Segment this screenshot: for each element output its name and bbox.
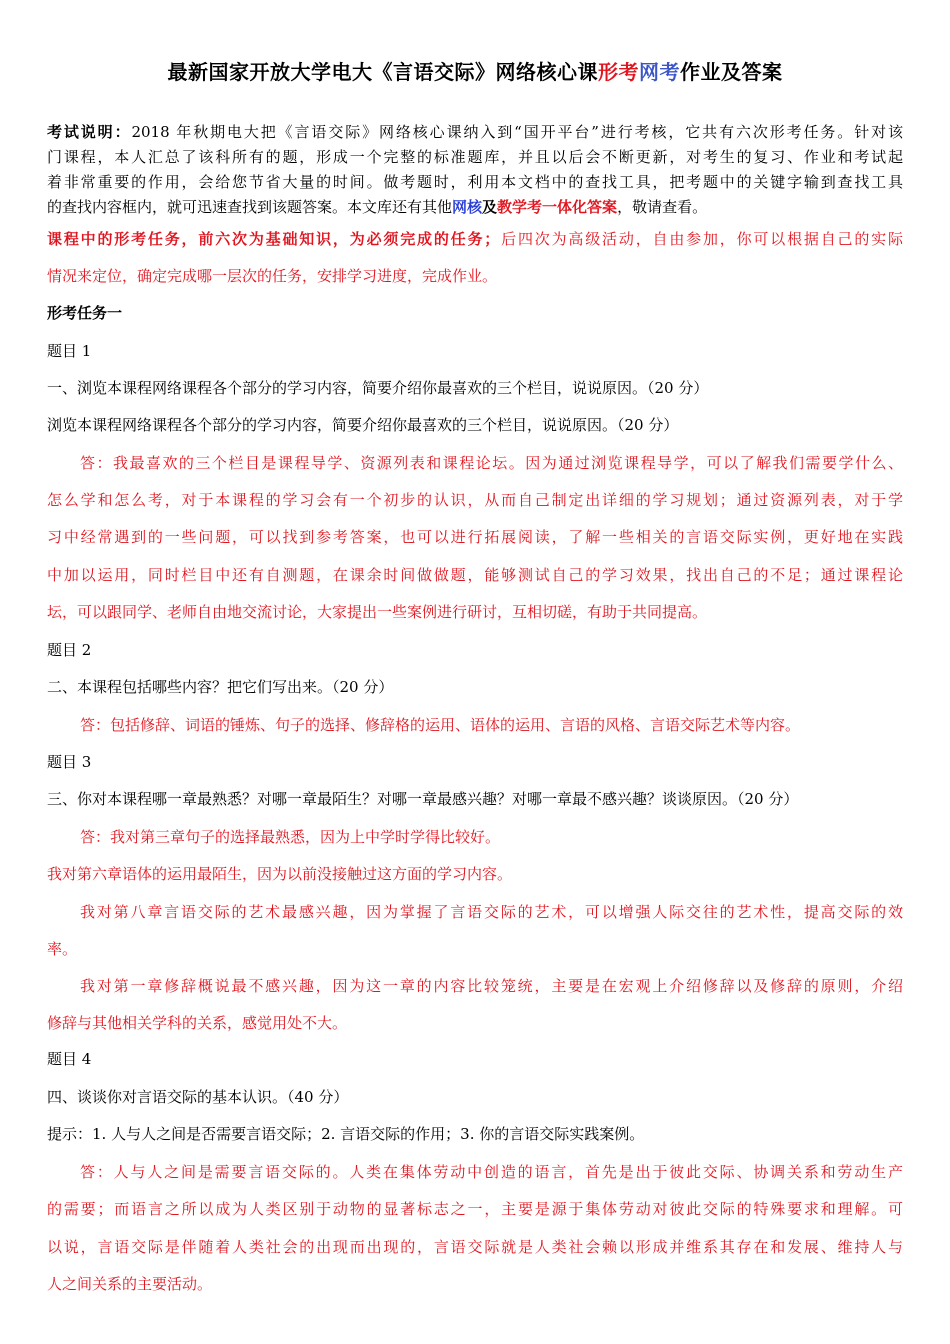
question-4-label: 题目 4 [47,1050,92,1068]
notice-bold: 课程中的形考任务，前六次为基础知识，为必须完成的任务； [47,230,500,248]
answer-1-line-1: 答：我最喜欢的三个栏目是课程导学、资源列表和课程论坛。因为通过浏览课程导学，可以了解我们需要学什么、 [80,454,903,472]
answer-3-line-4: 率。 [47,940,78,958]
answer-2-line-1: 答：包括修辞、词语的锤炼、句子的选择、修辞格的运用、语体的运用、言语的风格、言语交际艺术等内容。 [80,716,801,734]
question-4-text: 四、谈谈你对言语交际的基本认识。（40 分） [47,1088,349,1106]
question-2-text: 二、本课程包括哪些内容？把它们写出来。（20 分） [47,678,394,696]
answer-4-line-4: 人之间关系的主要活动。 [47,1275,213,1293]
wanghe-link[interactable]: 网核 [452,198,483,216]
answer-4-line-3: 以说，言语交际是伴随着人类社会的出现而出现的，言语交际就是人类社会赖以形成并维系其存在和发展、维持人与 [47,1238,903,1256]
intro-connector: 及 [482,198,498,216]
answers-link[interactable]: 教学考一体化答案 [497,198,618,216]
question-3-text: 三、你对本课程哪一章最熟悉？对哪一章最陌生？对哪一章最感兴趣？对哪一章最不感兴趣？谈谈原因。（20 分） [47,790,799,808]
answer-1-line-3: 习中经常遇到的一些问题，可以找到参考答案，也可以进行拓展阅读，了解一些相关的言语交际实例，更好地在实践 [47,528,903,546]
answer-4-line-1: 答：人与人之间是需要言语交际的。人类在集体劳动中创造的语言，首先是出于彼此交际、协调关系和劳动生产 [80,1163,903,1181]
question-1-label: 题目 1 [47,342,92,360]
page-title [0,58,950,86]
notice-line-2: 情况来定位，确定完成哪一层次的任务，安排学习进度，完成作业。 [47,267,498,285]
answer-1-line-4: 中加以运用，同时栏目中还有自测题，在课余时间做做题，能够测试自己的学习效果，找出自己的不足；通过课程论 [47,566,903,584]
answer-3-line-1: 答：我对第三章句子的选择最熟悉，因为上中学时学得比较好。 [80,828,501,846]
answer-3-line-2: 我对第六章语体的运用最陌生，因为以前没接触过这方面的学习内容。 [47,865,513,883]
answer-3-line-3: 我对第八章言语交际的艺术最感兴趣，因为掌握了言语交际的艺术，可以增强人际交往的艺术性，提高交际的效 [80,903,903,921]
question-3-label: 题目 3 [47,753,92,771]
notice-line-1 [47,228,903,250]
intro-closing: ，敬请查看。 [617,198,708,216]
intro-text-1: 2018 年秋期电大把《言语交际》网络核心课纳入到“国开平台”进行考核，它共有六次形考任务。针对该 [131,123,903,141]
intro-text-4: 的查找内容框内，就可迅速查找到该题答案。本文库还有其他 [47,198,453,216]
question-1-restated: 浏览本课程网络课程各个部分的学习内容，简要介绍你最喜欢的三个栏目，说说原因。（20 分） [47,416,679,434]
notice-normal: 后四次为高级活动，自由参加，你可以根据自己的实际 [499,230,903,248]
title-highlight-xingkao: 形考 [598,60,639,84]
question-1-text: 一、浏览本课程网络课程各个部分的学习内容，简要介绍你最喜欢的三个栏目，说说原因。（20 分） [47,379,709,397]
title-highlight-wangkao: 网考 [639,60,680,84]
answer-1-line-2: 怎么学和怎么考，对于本课程的学习会有一个初步的认识，从而自己制定出详细的学习规划；通过资源列表，对于学 [47,491,903,509]
intro-line-1 [47,121,903,143]
intro-label: 考试说明： [47,123,132,141]
question-2-label: 题目 2 [47,641,92,659]
answer-4-line-2: 的需要；而语言之所以成为人类区别于动物的显著标志之一，主要是源于集体劳动对彼此交际的特殊要求和理解。可 [47,1200,903,1218]
intro-line-3: 着非常重要的作用，会给您节省大量的时间。做考题时，利用本文档中的查找工具，把考题中的关键字输到查找工具 [47,173,903,191]
intro-line-2: 门课程，本人汇总了该科所有的题，形成一个完整的标准题库，并且以后会不断更新，对考生的复习、作业和考试起 [47,148,903,166]
title-main: 最新国家开放大学电大《言语交际》网络核心课 [167,60,598,84]
question-4-hint: 提示：1. 人与人之间是否需要言语交际；2. 言语交际的作用；3. 你的言语交际实践案例。 [47,1125,645,1143]
answer-3-line-5: 我对第一章修辞概说最不感兴趣，因为这一章的内容比较笼统，主要是在宏观上介绍修辞以及修辞的原则，介绍 [80,977,903,995]
answer-3-line-6: 修辞与其他相关学科的关系，感觉用处不大。 [47,1014,348,1032]
answer-1-line-5: 坛，可以跟同学、老师自由地交流讨论，大家提出一些案例进行研讨，互相切磋，有助于共同提高。 [47,603,708,621]
title-suffix: 作业及答案 [680,60,783,84]
intro-line-4 [47,196,903,218]
section-heading: 形考任务一 [47,304,123,322]
